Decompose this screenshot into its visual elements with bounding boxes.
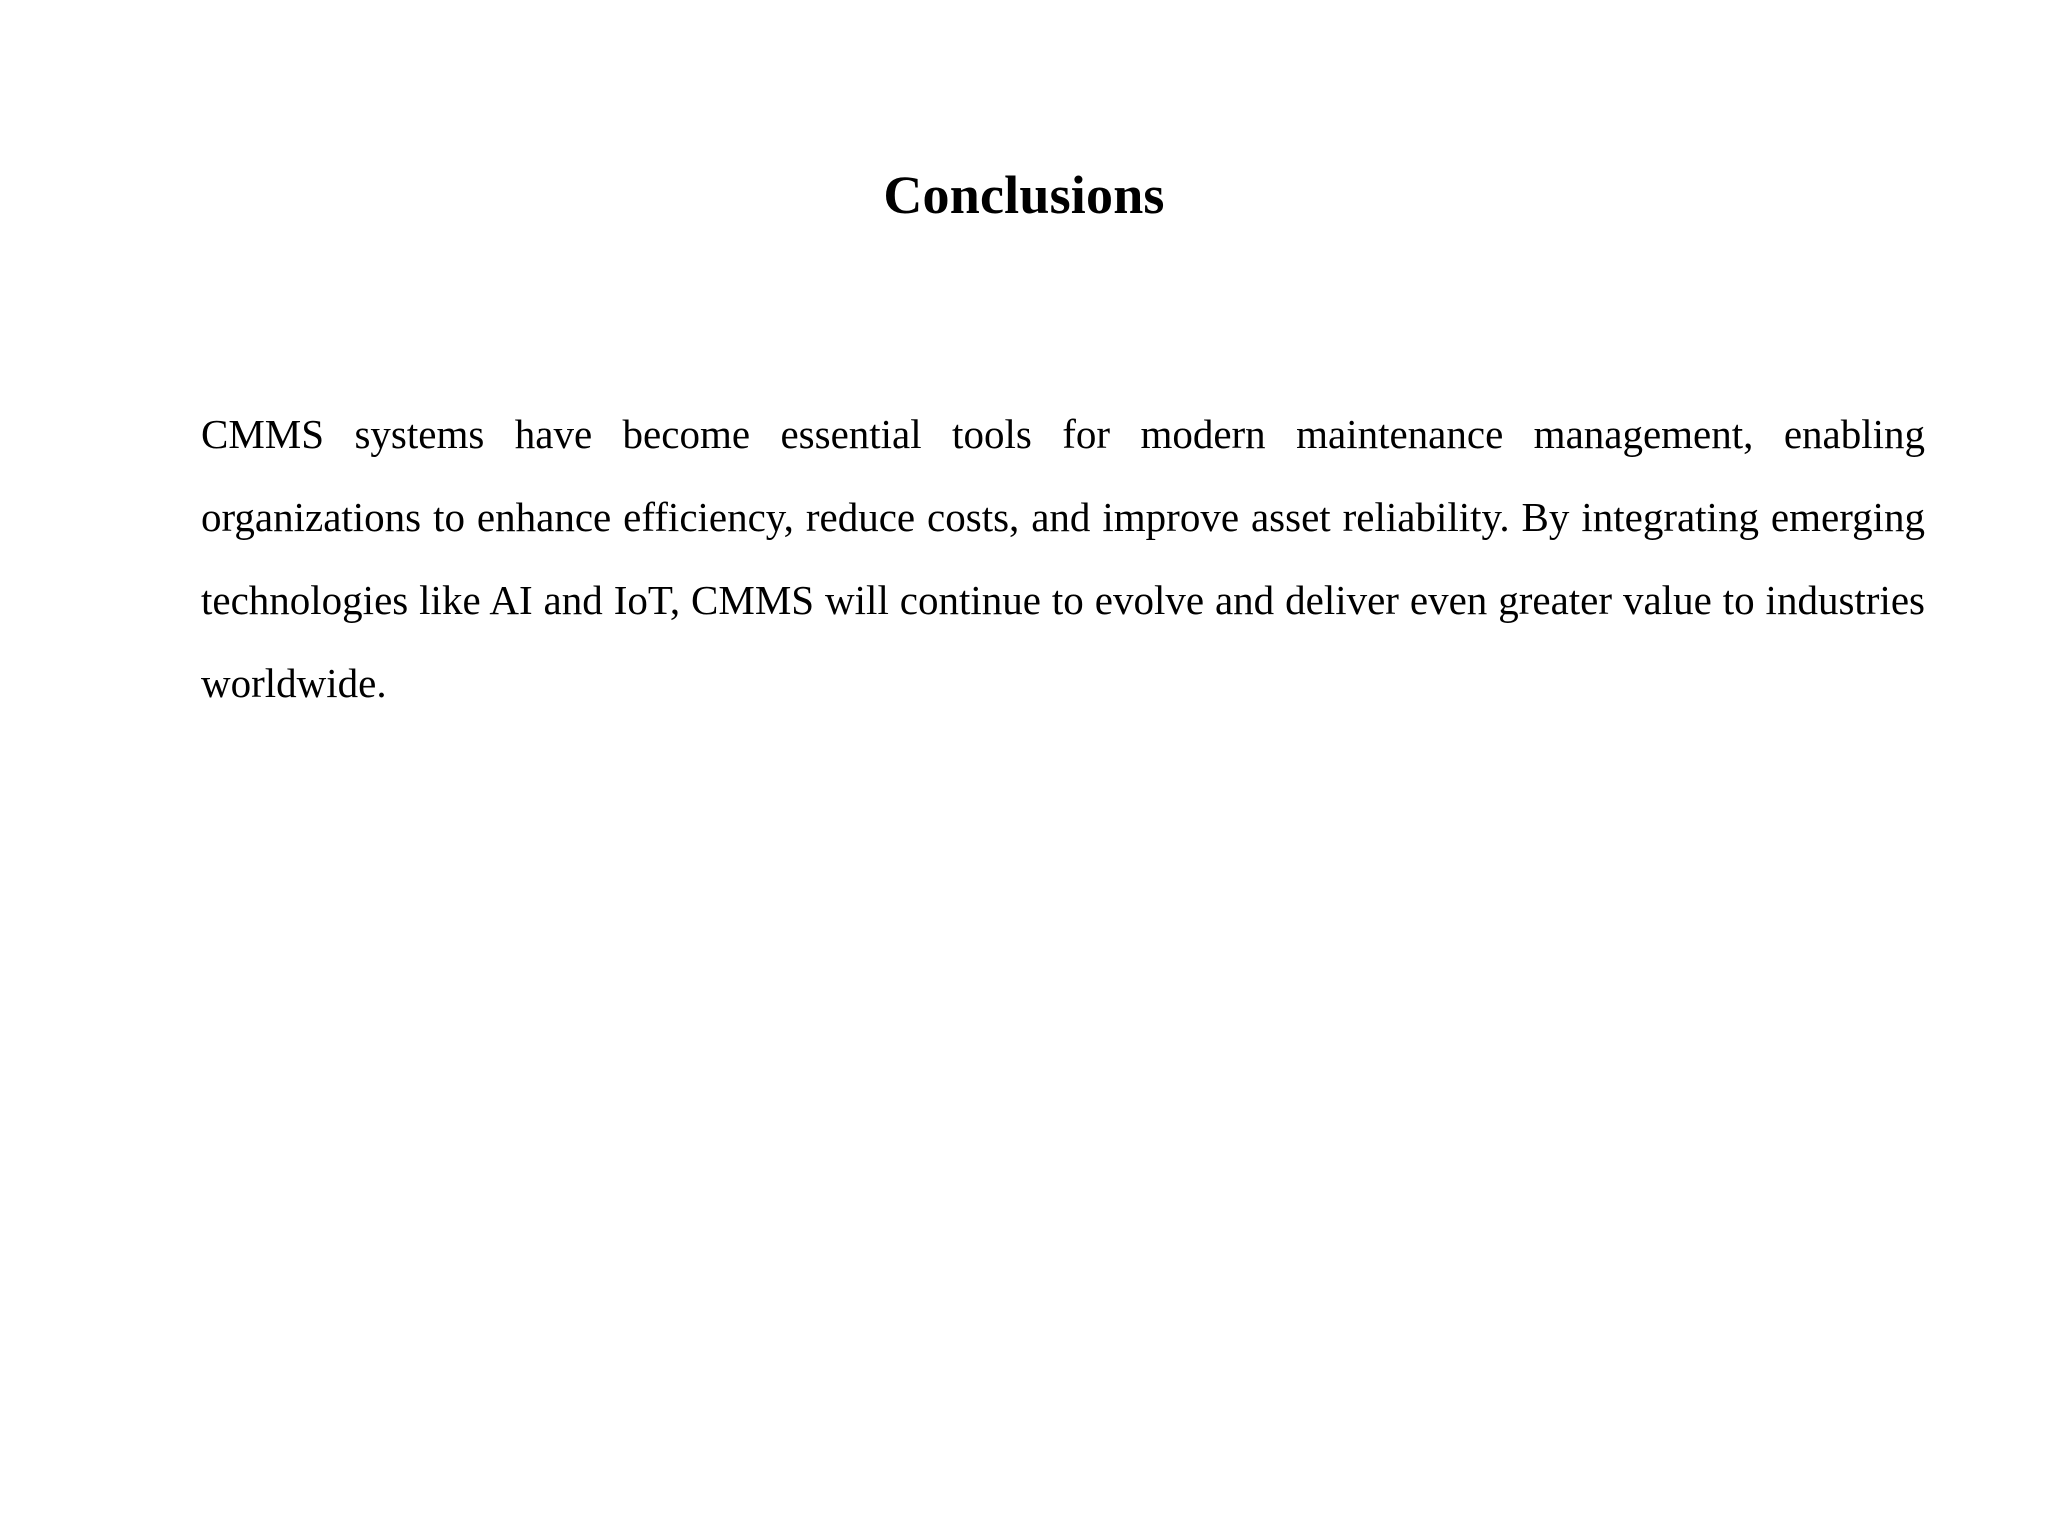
page-title: Conclusions <box>883 165 1165 225</box>
conclusion-paragraph: CMMS systems have become essential tools for modern maintenance management, enabling organizations to enhance efficiency, reduce costs, and improve asset reliability. By integrating emerging technologies like AI and IoT, CMMS will continue to evolve and deliver even greater value to industries worldwide. <box>201 411 1925 706</box>
